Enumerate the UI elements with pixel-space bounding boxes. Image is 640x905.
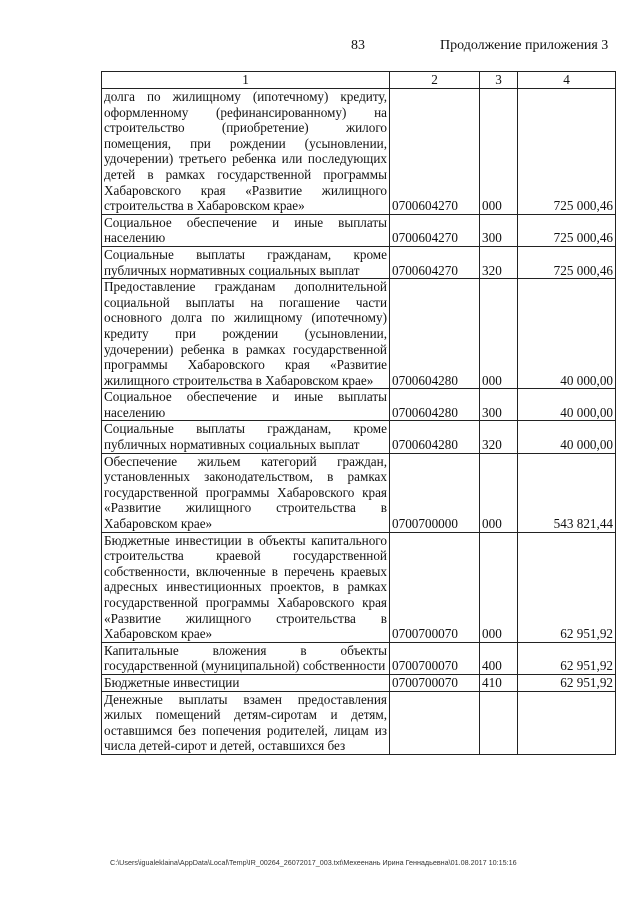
row-amount [518,691,616,754]
row-vr: 320 [480,246,518,278]
row-amount: 40 000,00 [518,389,616,421]
table-row [102,674,616,691]
column-header-1: 1 [102,72,390,89]
table-row [102,532,616,642]
table-row [102,389,616,421]
budget-table [101,71,616,755]
table-row [102,89,616,215]
column-header-2: 2 [390,72,480,89]
row-vr: 400 [480,642,518,674]
row-vr: 300 [480,389,518,421]
row-code: 0700604280 [390,421,480,453]
row-amount: 725 000,46 [518,246,616,278]
row-name: долга по жилищному (ипотечному) кредиту, оформленному (рефинансированному) на строительство (приобретение) жилого помещения, при рождении (усыновлении, удочерении) третьего ребенка или последующих детей в рамках государственной программы Хабаровского края «Развитие жилищного строительства в Хабаровском крае» [102,89,390,215]
row-vr: 000 [480,279,518,389]
row-name: Предоставление гражданам дополнительной социальной выплаты на погашение части основного долга по жилищному (ипотечному) кредиту при рождении (усыновлении, удочерении) ребенка в рамках государственной программы Хабаровского края «Развитие жилищного строительства в Хабаровском крае» [102,279,390,389]
row-vr: 300 [480,214,518,246]
row-name: Бюджетные инвестиции в объекты капитального строительства краевой государственной собственности, включенные в перечень краевых адресных инвестиционных проектов, в рамках государственной программы Хабаровского края «Развитие жилищного строительства в Хабаровском крае» [102,532,390,642]
row-name: Социальные выплаты гражданам, кроме публичных нормативных социальных выплат [102,421,390,453]
table-row [102,279,616,389]
column-header-4: 4 [518,72,616,89]
table-row [102,246,616,278]
row-amount: 725 000,46 [518,214,616,246]
row-name: Капитальные вложения в объекты государственной (муниципальной) собственности [102,642,390,674]
table-row [102,453,616,532]
page-heading: Продолжение приложения 3 [440,38,609,53]
row-vr: 000 [480,453,518,532]
row-code [390,691,480,754]
row-name: Бюджетные инвестиции [102,674,390,691]
row-code: 0700604270 [390,246,480,278]
footer-file-path: C:\Users\igualeklaina\AppData\Local\Temp\IR_00264_26072017_003.txt\Мехеенань Ирина Геннадьевна\01.08.2017 10:15:16 [110,858,517,867]
row-vr: 410 [480,674,518,691]
row-amount: 725 000,46 [518,89,616,215]
table-row [102,421,616,453]
row-code: 0700700000 [390,453,480,532]
table-header-row [102,72,616,89]
table-row [102,642,616,674]
row-code: 0700700070 [390,532,480,642]
row-name: Обеспечение жильем категорий граждан, установленных законодательством, в рамках государственной программы Хабаровского края «Развитие жилищного строительства в Хабаровском крае» [102,453,390,532]
column-header-3: 3 [480,72,518,89]
row-vr: 000 [480,532,518,642]
row-name: Социальные выплаты гражданам, кроме публичных нормативных социальных выплат [102,246,390,278]
page-number: 83 [351,38,365,53]
row-code: 0700700070 [390,674,480,691]
row-vr [480,691,518,754]
row-amount: 62 951,92 [518,674,616,691]
row-code: 0700700070 [390,642,480,674]
row-code: 0700604280 [390,279,480,389]
row-code: 0700604270 [390,89,480,215]
row-code: 0700604270 [390,214,480,246]
row-name: Социальное обеспечение и иные выплаты населению [102,389,390,421]
row-amount: 40 000,00 [518,421,616,453]
row-amount: 62 951,92 [518,532,616,642]
row-code: 0700604280 [390,389,480,421]
table-row [102,214,616,246]
row-amount: 543 821,44 [518,453,616,532]
row-vr: 320 [480,421,518,453]
row-amount: 40 000,00 [518,279,616,389]
row-amount: 62 951,92 [518,642,616,674]
row-vr: 000 [480,89,518,215]
table-row [102,691,616,754]
row-name: Социальное обеспечение и иные выплаты населению [102,214,390,246]
row-name: Денежные выплаты взамен предоставления жилых помещений детям-сиротам и детям, оставшимся без попечения родителей, лицам из числа детей-сирот и детей, оставшихся без [102,691,390,754]
